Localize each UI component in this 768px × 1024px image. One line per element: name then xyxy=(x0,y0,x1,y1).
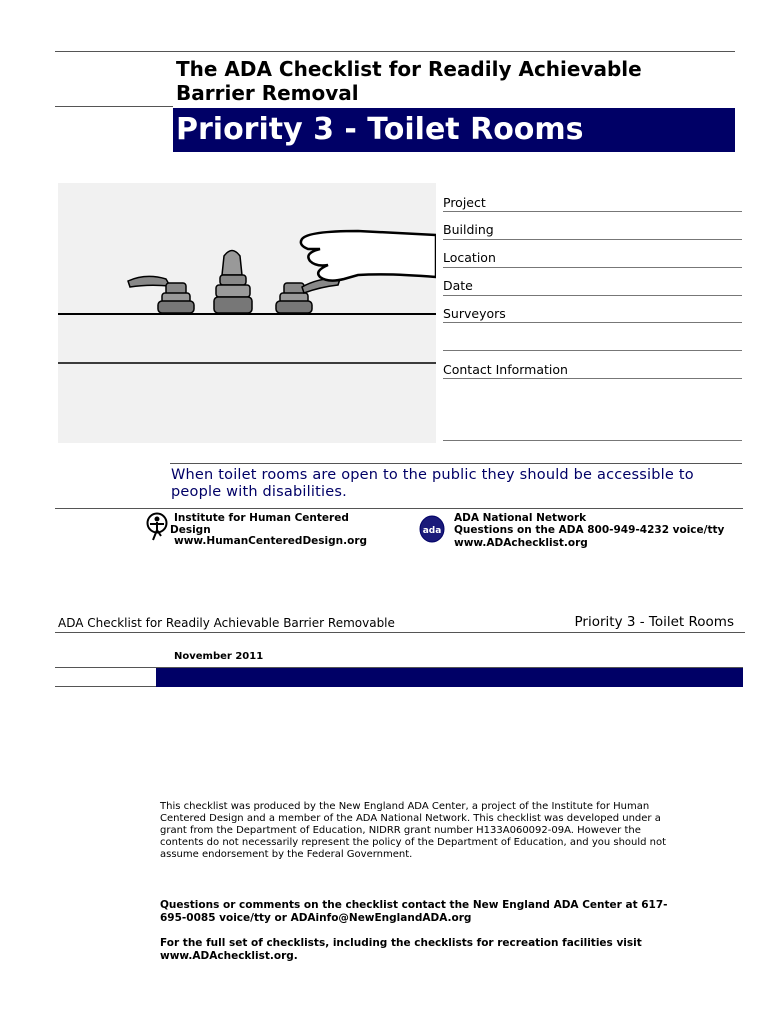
field-line-location[interactable] xyxy=(443,267,742,268)
tagline: When toilet rooms are open to the public they should be accessible to people with disabilities. xyxy=(171,467,694,500)
field-label-contact: Contact Information xyxy=(443,362,568,377)
disclaimer-text: This checklist was produced by the New England ADA Center, a project of the Institute for Human Centered Design and a member of the ADA National Network. This checklist was developed under a grant from the Department of Education, NIDRR grant number H133A060092-09A. However the contents do not necessarily represent the policy of the Department of Education, and you should not assume endorsement by the Federal Government. xyxy=(160,801,667,860)
ada-network-name: ADA National Network xyxy=(454,512,587,524)
field-label-building: Building xyxy=(443,222,494,237)
footer-bar xyxy=(156,668,743,687)
ada-network-info xyxy=(454,513,724,550)
ada-network-logo-icon xyxy=(418,514,446,544)
ihcd-info xyxy=(170,513,367,548)
field-label-location: Location xyxy=(443,250,496,265)
document-title xyxy=(176,57,736,105)
ihcd-name-line1: Institute for Human Centered xyxy=(174,512,349,524)
tagline-rule xyxy=(170,463,742,464)
document-title-line2: Barrier Removal xyxy=(176,81,359,105)
ada-network-url[interactable]: www.ADAchecklist.org xyxy=(454,537,588,549)
org-rule-top xyxy=(55,508,743,509)
field-line-project[interactable] xyxy=(443,211,742,212)
field-label-date: Date xyxy=(443,278,473,293)
field-line-surveyors-2[interactable] xyxy=(443,350,742,351)
fullset-note: For the full set of checklists, including the checklists for recreation facilities visit www.ADAchecklist.org. xyxy=(160,937,642,962)
field-line-contact-2[interactable] xyxy=(443,440,742,441)
field-line-surveyors[interactable] xyxy=(443,322,742,323)
ihcd-logo-icon xyxy=(144,512,170,542)
ihcd-name-line2: Design xyxy=(170,523,211,536)
field-line-building[interactable] xyxy=(443,239,742,240)
faucet-hand-icon xyxy=(58,183,436,443)
title-rule xyxy=(55,106,173,107)
banner-title: Priority 3 - Toilet Rooms xyxy=(176,112,584,147)
footer-rule xyxy=(55,632,745,633)
publication-date: November 2011 xyxy=(174,651,264,662)
field-line-date[interactable] xyxy=(443,295,742,296)
ada-network-phone: Questions on the ADA 800-949-4232 voice/tty xyxy=(454,523,725,536)
field-line-contact[interactable] xyxy=(443,378,742,379)
ihcd-url[interactable]: www.HumanCenteredDesign.org xyxy=(174,535,368,547)
field-label-project: Project xyxy=(443,195,486,210)
contact-note: Questions or comments on the checklist contact the New England ADA Center at 617-695-0085 voice/tty or ADAinfo@NewEnglandADA.org xyxy=(160,899,668,924)
top-rule xyxy=(55,51,735,52)
document-title-line1: The ADA Checklist for Readily Achievable xyxy=(176,57,642,81)
footer-doc-title: ADA Checklist for Readily Achievable Barrier Removable xyxy=(58,616,395,630)
footer-section-title: Priority 3 - Toilet Rooms xyxy=(574,614,734,630)
bar-rule xyxy=(55,686,156,687)
svg-text:ada: ada xyxy=(422,526,442,536)
field-label-surveyors: Surveyors xyxy=(443,306,506,321)
